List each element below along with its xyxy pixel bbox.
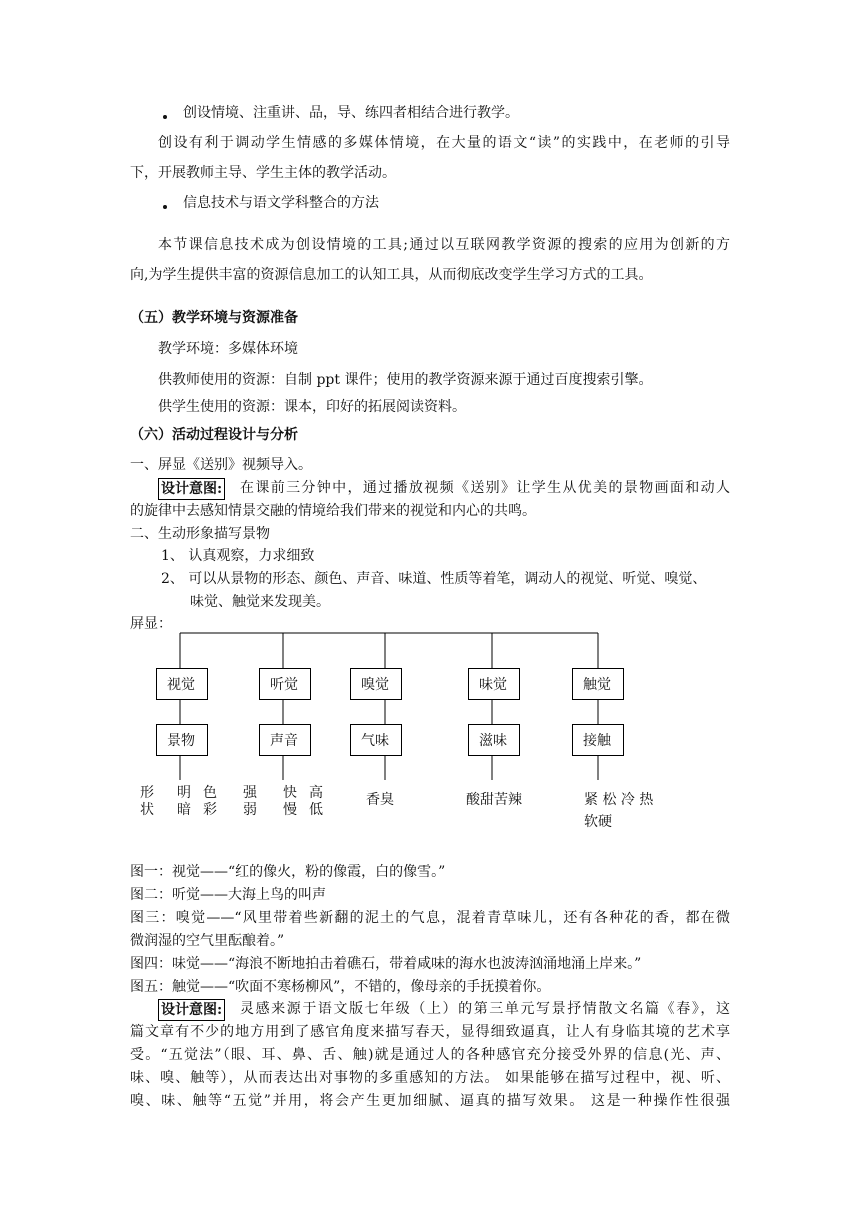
leaf-touch: 软硬 [584, 814, 612, 830]
leaf-brightness: 明 [177, 785, 191, 801]
paragraph-line: 的旋律中去感知情景交融的情境给我们带来的视觉和内心的共鸣。 [130, 503, 536, 519]
sense-box-sight: 视觉 [156, 668, 208, 700]
sense-box-smell: 嗅觉 [350, 668, 402, 700]
list-item: 1、 认真观察，力求细致 [161, 548, 315, 564]
bullet-dot [163, 115, 167, 119]
leaf-brightness: 暗 [177, 802, 191, 818]
paragraph-line: 创设有利于调动学生情感的多媒体情境，在大量的语文“读”的实践中，在老师的引导 [158, 135, 730, 151]
design-intent-label: 设计意图: [158, 478, 225, 500]
paragraph-line: 篇文章有不少的地方用到了感官角度来描写春天，显得细致逼真，让人有身临其境的艺术享 [130, 1024, 730, 1040]
paragraph-line: 供学生使用的资源：课本，印好的拓展阅读资料。 [158, 399, 466, 415]
object-box-odor: 气味 [350, 724, 402, 756]
bullet-text: 创设情境、注重讲、品，导、练四者相结合进行教学。 [183, 105, 519, 121]
object-box-flavor: 滋味 [468, 724, 520, 756]
paragraph-line: 受。“五觉法”（眼、耳、鼻、舌、触)就是通过人的各种感官充分接受外界的信息(光、声、 [130, 1047, 730, 1063]
leaf-strength: 弱 [243, 802, 257, 818]
sense-box-touch: 触觉 [572, 668, 624, 700]
leaf-speed: 快 [283, 785, 297, 801]
bullet-dot [163, 205, 167, 209]
figure-caption: 图三：嗅觉——“风里带着些新翻的泥土的气息，混着青草味儿，还有各种花的香，都在微 [130, 910, 730, 926]
paragraph-line: 向,为学生提供丰富的资源信息加工的认知工具，从而彻底改变学生学习方式的工具。 [130, 267, 653, 283]
paragraph-line: 本节课信息技术成为创设情境的工具;通过以互联网教学资源的搜索的应用为创新的方 [158, 237, 730, 253]
figure-caption: 图五：触觉——“吹面不寒杨柳风”，不错的，像母亲的手抚摸着你。 [130, 979, 551, 995]
list-item: 味觉、触觉来发现美。 [190, 594, 330, 610]
paragraph-line: 下，开展教师主导、学生主体的教学活动。 [130, 165, 396, 181]
section-heading: （五）教学环境与资源准备 [130, 310, 298, 326]
leaf-fragrance: 香臭 [366, 792, 394, 808]
object-box-sound: 声音 [259, 724, 311, 756]
list-item: 2、 可以从景物的形态、颜色、声音、味道、性质等着笔，调动人的视觉、听觉、嗅觉、 [161, 571, 707, 587]
figure-caption: 图二：听觉——大海上鸟的叫声 [130, 887, 326, 903]
sense-box-taste: 味觉 [468, 668, 520, 700]
leaf-strength: 强 [243, 785, 257, 801]
screen-label: 屏显： [130, 616, 172, 632]
leaf-speed: 慢 [283, 802, 297, 818]
leaf-pitch: 高 [309, 785, 323, 801]
leaf-shape: 状 [140, 802, 154, 818]
leaf-flavors: 酸甜苦辣 [466, 792, 522, 808]
sense-box-hearing: 听觉 [259, 668, 311, 700]
leaf-touch: 紧 松 冷 热 [584, 792, 654, 808]
paragraph-line: 教学环境：多媒体环境 [158, 341, 298, 357]
step-heading: 一、屏显《送别》视频导入。 [130, 457, 312, 473]
design-intent-label: 设计意图: [158, 999, 225, 1021]
paragraph-line: 在课前三分钟中，通过播放视频《送别》让学生从优美的景物画面和动人 [240, 480, 730, 496]
figure-caption: 微润湿的空气里酝酿着。” [130, 933, 285, 949]
bullet-text: 信息技术与语文学科整合的方法 [183, 195, 379, 211]
figure-caption: 图四：味觉——“海浪不断地拍击着礁石，带着咸味的海水也波涛汹涌地涌上岸来。” [130, 956, 642, 972]
leaf-color: 色 [203, 785, 217, 801]
paragraph-line: 味、嗅、触等），从而表达出对事物的多重感知的方法。 如果能够在描写过程中，视、听、 [130, 1070, 730, 1086]
paragraph-line: 灵感来源于语文版七年级（上）的第三单元写景抒情散文名篇《春》，这 [240, 1001, 730, 1017]
object-box-scenery: 景物 [156, 724, 208, 756]
leaf-pitch: 低 [309, 802, 323, 818]
leaf-color: 彩 [203, 802, 217, 818]
section-heading: （六）活动过程设计与分析 [130, 427, 298, 443]
figure-caption: 图一：视觉——“红的像火，粉的像霞，白的像雪。” [130, 864, 446, 880]
leaf-shape: 形 [140, 785, 154, 801]
step-heading: 二、生动形象描写景物 [130, 526, 270, 542]
object-box-contact: 接触 [572, 724, 624, 756]
paragraph-line: 嗅、味、触等“五觉”并用，将会产生更加细腻、逼真的描写效果。 这是一种操作性很强 [130, 1093, 730, 1109]
paragraph-line: 供教师使用的资源：自制 ppt 课件；使用的教学资源来源于通过百度搜索引擎。 [158, 372, 653, 388]
